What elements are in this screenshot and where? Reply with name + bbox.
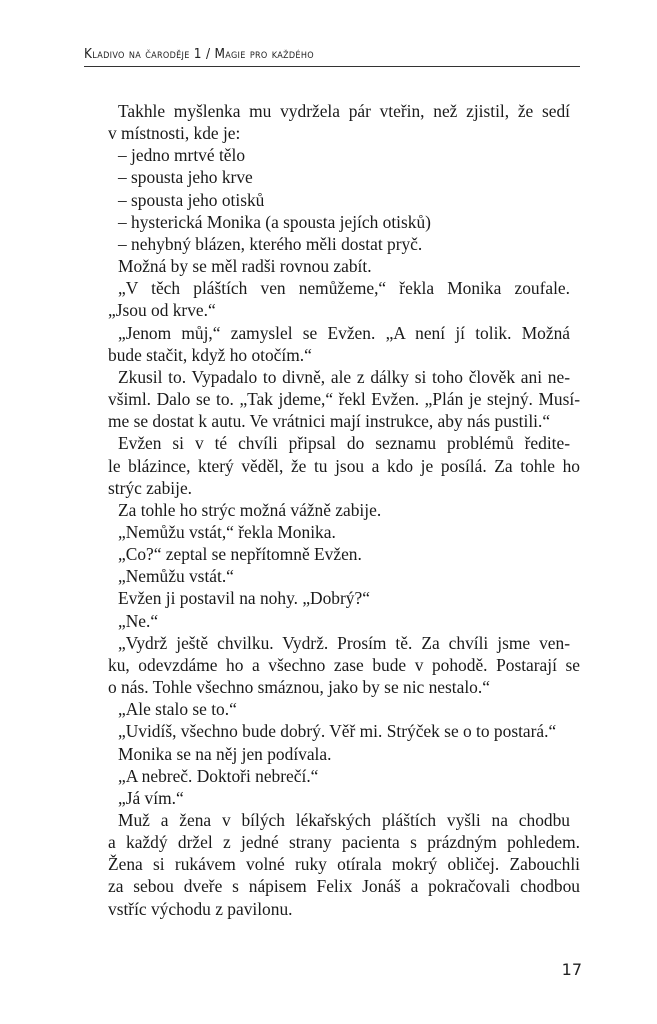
paragraph (108, 277, 580, 321)
text-line: bude stačit, když ho otočím.“ (108, 344, 312, 365)
text-line: le blázince, který věděl, že tu jsou a kdo je posílá. Za tohle ho (108, 455, 580, 476)
header-rule (84, 66, 580, 67)
text-line: a každý držel z jedné strany pacienta s prázdným pohledem. (108, 832, 580, 853)
text-line: – nehybný blázen, kterého měli dostat pryč. (118, 233, 423, 254)
running-head: Kladivo na čaroděje 1 / Magie pro každého (84, 46, 314, 62)
text-line: Možná by se měl radši rovnou zabít. (118, 256, 372, 277)
paragraph (108, 322, 580, 366)
text-line: „Jsou od krve.“ (108, 300, 216, 321)
paragraph (108, 743, 580, 765)
paragraph (108, 543, 580, 565)
text-line: Takhle myšlenka mu vydržela pár vteřin, než zjistil, že sedí (118, 101, 570, 121)
paragraph (108, 144, 580, 166)
text-line: Za tohle ho strýc možná vážně zabije. (118, 499, 382, 520)
paragraph (108, 765, 580, 787)
text-line: Muž a žena v bílých lékařských pláštích vyšli na chodbu (118, 810, 570, 830)
paragraph (108, 211, 580, 233)
text-line: Žena si rukávem volné ruky otírala mokrý obličej. Zabouchli (108, 854, 580, 875)
text-line: Evžen ji postavil na nohy. „Dobrý?“ (118, 588, 370, 609)
text-line: „Uvidíš, všechno bude dobrý. Věř mi. Strýček se o to postará.“ (118, 721, 557, 742)
paragraph (108, 166, 580, 188)
paragraph (108, 787, 580, 809)
text-line: všiml. Dalo se to. „Tak jdeme,“ řekl Evžen. „Plán je stejný. Musí- (108, 389, 580, 410)
text-line: vstříc východu z pavilonu. (108, 898, 293, 919)
paragraph (108, 720, 580, 742)
paragraph (108, 233, 580, 255)
paragraph (108, 100, 580, 144)
text-line: „Já vím.“ (118, 787, 184, 808)
text-line: Monika se na něj jen podívala. (118, 743, 332, 764)
paragraph (108, 189, 580, 211)
paragraph (108, 255, 580, 277)
text-line: „Ne.“ (118, 610, 159, 631)
text-line: „Nemůžu vstát.“ (118, 566, 234, 587)
text-line: „Vydrž ještě chvilku. Vydrž. Prosím tě. Za chvíli jsme ven- (118, 632, 570, 653)
paragraph (108, 809, 580, 920)
text-line: za sebou dveře s nápisem Felix Jonáš a pokračovali chodbou (108, 876, 580, 897)
text-line: v místnosti, kde je: (108, 123, 241, 144)
paragraph (108, 610, 580, 632)
page-number: 17 (561, 960, 582, 979)
text-line: ku, odevzdáme ho a všechno zase bude v pohodě. Postarají se (108, 654, 580, 675)
text-line: „Co?“ zeptal se nepřítomně Evžen. (118, 544, 362, 565)
paragraph (108, 698, 580, 720)
text-line: „A nebreč. Doktoři nebrečí.“ (118, 765, 319, 786)
text-line: „V těch pláštích ven nemůžeme,“ řekla Monika zoufale. (118, 278, 570, 299)
text-line: „Nemůžu vstát,“ řekla Monika. (118, 521, 336, 542)
paragraph (108, 432, 580, 498)
paragraph (108, 632, 580, 698)
paragraph (108, 521, 580, 543)
text-line: „Ale stalo se to.“ (118, 699, 237, 720)
paragraph (108, 565, 580, 587)
text-line: – hysterická Monika (a spousta jejích otisků) (118, 211, 431, 232)
body-text (108, 100, 580, 920)
text-line: – spousta jeho krve (118, 167, 253, 188)
paragraph (108, 587, 580, 609)
text-line: Zkusil to. Vypadalo to divně, ale z dálky si toho člověk ani ne- (118, 366, 570, 387)
text-line: „Jenom můj,“ zamyslel se Evžen. „A není jí tolik. Možná (118, 322, 570, 343)
text-line: – jedno mrtvé tělo (118, 145, 246, 166)
paragraph (108, 366, 580, 432)
text-line: me se dostat k autu. Ve vrátnici mají instrukce, aby nás pustili.“ (108, 411, 551, 432)
text-line: strýc zabije. (108, 477, 193, 498)
text-line: o nás. Tohle všechno smáznou, jako by se nic nestalo.“ (108, 677, 490, 698)
paragraph (108, 499, 580, 521)
text-line: – spousta jeho otisků (118, 189, 265, 210)
text-line: Evžen si v té chvíli připsal do seznamu problémů ředite- (118, 433, 570, 454)
